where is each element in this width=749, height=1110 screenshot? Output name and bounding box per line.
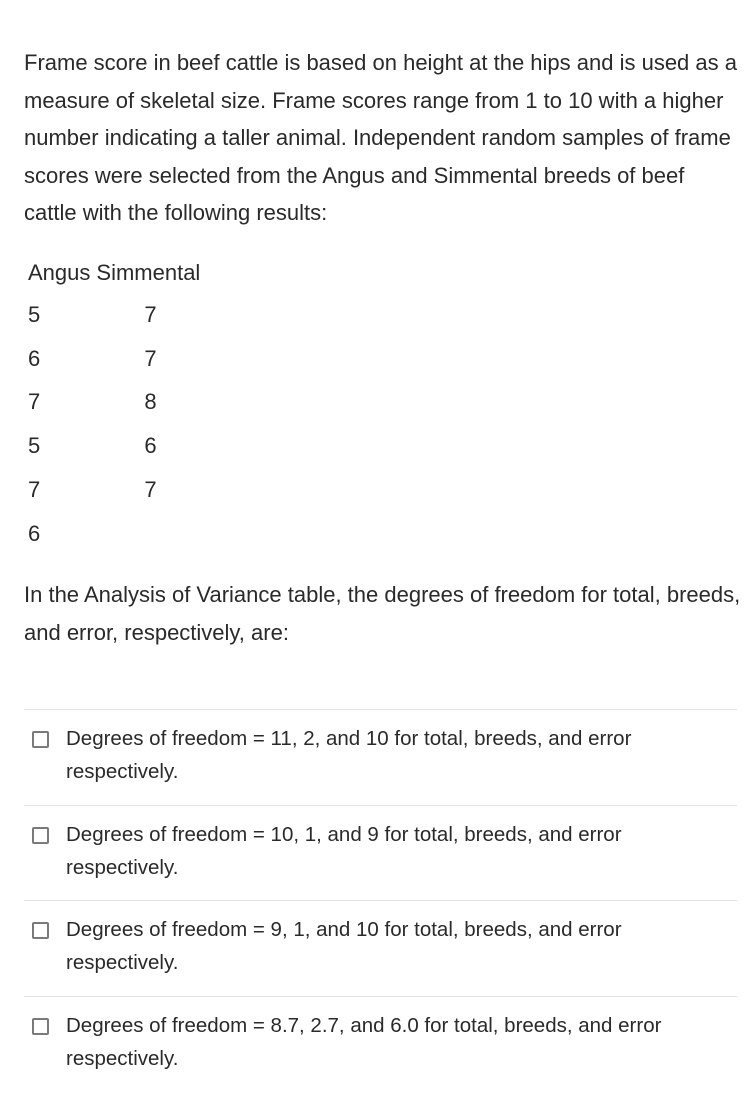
angus-cell: 7 [28, 389, 41, 415]
angus-cell: 6 [28, 520, 41, 546]
checkbox[interactable] [32, 922, 49, 939]
option-label[interactable]: Degrees of freedom = 9, 1, and 10 for total, breeds, and error respectively. [66, 918, 622, 974]
checkbox[interactable] [32, 1018, 49, 1035]
answer-option-1[interactable] [24, 709, 737, 805]
frame-score-table [28, 253, 200, 556]
simmental-cell: 7 [144, 301, 157, 327]
table-row [28, 468, 200, 512]
angus-cell: 6 [28, 345, 41, 371]
simmental-cell: 8 [144, 389, 157, 415]
angus-cell: 7 [28, 477, 41, 503]
angus-cell: 5 [28, 433, 41, 459]
question-text: Frame score in beef cattle is based on height at the hips and is used as a measure of skeletal size. Frame scores range from 1 to 10 with a higher number indicating a taller animal. Independent random samples of frame scores were selected from the Angus and Simmental breeds of beef cattle with the following results: [24, 50, 737, 225]
angus-cell: 5 [28, 301, 41, 327]
option-label[interactable]: Degrees of freedom = 11, 2, and 10 for total, breeds, and error respectively. [66, 727, 632, 783]
header-simmental: Simmental [96, 260, 201, 285]
simmental-cell: 7 [144, 345, 157, 371]
table-row [28, 337, 200, 381]
answer-option-2[interactable] [24, 805, 737, 901]
option-label[interactable]: Degrees of freedom = 8.7, 2.7, and 6.0 for total, breeds, and error respectively. [66, 1013, 662, 1070]
option-label[interactable]: Degrees of freedom = 10, 1, and 9 for total, breeds, and error respectively. [66, 822, 622, 879]
simmental-cell [96, 512, 200, 556]
table-row [28, 424, 200, 468]
table-row [28, 381, 200, 425]
table-row [28, 293, 200, 337]
prompt-text: In the Analysis of Variance table, the degrees of freedom for total, breeds, and error, respectively, are: [24, 582, 741, 645]
answer-option-4[interactable] [24, 996, 737, 1092]
header-angus: Angus [28, 260, 91, 285]
simmental-cell: 6 [144, 433, 157, 459]
checkbox[interactable] [32, 731, 49, 748]
answer-option-3[interactable] [24, 900, 737, 996]
table-header-row [28, 253, 200, 293]
simmental-cell: 7 [144, 477, 157, 503]
checkbox[interactable] [32, 827, 49, 844]
answer-options [24, 709, 737, 1091]
table-row [28, 512, 200, 556]
